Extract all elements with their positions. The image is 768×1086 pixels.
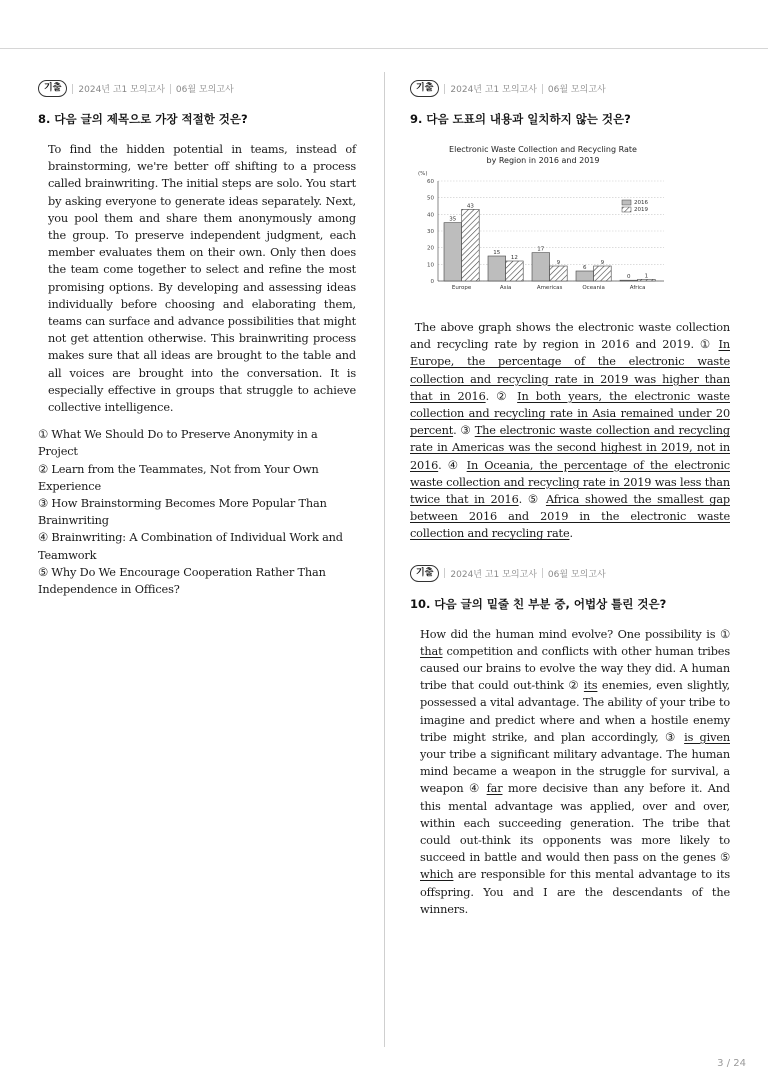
tag-separator — [444, 568, 445, 578]
legend-swatch — [622, 200, 631, 205]
exam-month-label: 06월 모의고사 — [547, 569, 606, 580]
statement-4: In Oceania, the percentage of the electronic waste collection and recycling rate in 2019 was less than twice that in 2016 — [410, 458, 730, 507]
tag-separator — [542, 84, 543, 94]
tag-separator — [444, 84, 445, 94]
passage-text: are responsible for this mental advantage to its offspring. You and I are the descendants of the winners. — [420, 868, 730, 916]
question-9-title: 9. 다음 도표의 내용과 일치하지 않는 것은? — [410, 112, 631, 126]
bar-2019-asia — [506, 261, 524, 281]
y-tick-label: 60 — [427, 179, 434, 185]
passage-text: . ④ — [438, 458, 467, 472]
right-column — [410, 80, 730, 918]
exam-month-label: 06월 모의고사 — [175, 85, 234, 95]
passage-text: The above graph shows the electronic waste collection and recycling rate by region in 2016 and 2019. ① — [410, 321, 730, 352]
left-column — [38, 80, 356, 598]
question-8-passage: To find the hidden potential in teams, instead of brainstorming, we're better off shifting to a process called brainwriting. The initial steps are solo. You start by asking everyone to generate ideas separately. Next, you pool them and share them anonymously among the group. To preserve independent judgment, each member evaluates them on their own. Only then does the team come together to select and refine the most promising options. By developing and assessing ideas individually before choosing and elaborating them, teams can surface and advance possibilities that might not get attention otherwise. This brainwriting process makes sure that all ideas are brought to the table and all voices are brought into the conversation. It is especially effective in groups that struggle to achieve collective intelligence. — [48, 143, 356, 415]
bar-2019-africa — [638, 279, 656, 281]
column-divider — [384, 72, 385, 1047]
y-tick-label: 0 — [430, 279, 434, 285]
data-label: 17 — [537, 246, 545, 253]
chart-svg — [412, 141, 674, 301]
data-label: 35 — [449, 216, 457, 223]
passage-text: . — [569, 527, 573, 541]
exam-year-label: 2024년 고1 모의고사 — [450, 85, 537, 95]
y-tick-label: 40 — [427, 212, 434, 219]
tag-separator — [170, 84, 171, 94]
passage-text: . ② — [485, 389, 518, 403]
y-tick-label: 10 — [427, 262, 434, 269]
x-tick-label: Africa — [629, 285, 646, 291]
bar-2016-americas — [532, 253, 550, 281]
source-badge: 기출 — [410, 80, 439, 97]
statement-3: The electronic waste collection and recycling rate in Americas was the second highest in 2019, not in 2016 — [410, 424, 730, 472]
option-1[interactable]: ① What We Should Do to Preserve Anonymity in a Project — [38, 428, 318, 459]
question-10-passage — [410, 626, 730, 918]
option-2[interactable]: ② Learn from the Teammates, Not from Your Own Experience — [38, 462, 319, 493]
data-label: 6 — [583, 265, 587, 271]
question-9-tag-row — [410, 80, 730, 97]
exam-month-label: 06월 모의고사 — [547, 85, 606, 95]
option-3[interactable]: ③ How Brainstorming Becomes More Popular Than Brainwriting — [38, 497, 327, 528]
y-tick-label: 30 — [427, 229, 434, 235]
question-10-title: 10. 다음 글의 밑줄 친 부분 중, 어법상 틀린 것은? — [410, 596, 667, 611]
chart-subtitle: by Region in 2016 and 2019 — [486, 156, 600, 165]
question-9-passage — [410, 319, 730, 543]
data-label: 12 — [510, 255, 518, 261]
legend-label: 2016 — [634, 200, 648, 206]
underlined-3: is given — [684, 730, 730, 744]
question-8-title: 8. 다음 글의 제목으로 가장 적절한 것은? — [38, 112, 248, 126]
legend-label: 2019 — [634, 207, 648, 213]
header-rule — [0, 48, 768, 49]
bar-2016-oceania — [576, 271, 594, 281]
passage-text: How did the human mind evolve? One possibility is ① — [420, 627, 730, 641]
passage-text: enemies, even slightly, possessed a vital advantage. The ability of your tribe to imagine and predict where and when a hostile enemy tribe might strike, and plan accordingly, ③ — [420, 679, 730, 744]
exam-year-label: 2024년 고1 모의고사 — [450, 569, 537, 580]
tag-separator — [542, 568, 543, 578]
data-label: 43 — [466, 203, 474, 210]
underlined-1: that — [420, 644, 443, 658]
bar-2019-oceania — [594, 266, 612, 281]
data-label: 1 — [644, 273, 649, 280]
x-tick-label: Asia — [499, 285, 512, 291]
underlined-5: which — [420, 868, 454, 882]
bar-2016-africa — [620, 280, 638, 281]
passage-text: competition and conflicts with other human tribes caused our brains to evolve the way they did. A human tribe that could out-think ② — [420, 644, 730, 693]
passage-text: . ③ — [453, 424, 475, 438]
passage-text: . ⑤ — [518, 493, 546, 507]
page-number: 3 / 24 — [717, 1058, 746, 1069]
data-label: 15 — [493, 250, 501, 256]
question-8-options — [38, 426, 356, 598]
tag-separator — [72, 84, 73, 94]
bar-2019-europe — [462, 209, 480, 281]
underlined-2: its — [583, 679, 598, 693]
data-label: 9 — [556, 260, 561, 266]
source-badge: 기출 — [38, 80, 67, 97]
y-tick-label: 20 — [427, 245, 434, 252]
source-badge: 기출 — [410, 565, 439, 582]
statement-5: Africa showed the smallest gap between 2016 and 2019 in the electronic waste collection and recycling rate — [410, 493, 730, 541]
x-tick-label: Americas — [536, 285, 563, 291]
legend-swatch — [622, 207, 631, 212]
option-4[interactable]: ④ Brainwriting: A Combination of Individual Work and Teamwork — [38, 531, 343, 562]
bar-2019-americas — [550, 266, 568, 281]
y-tick-label: 50 — [427, 195, 434, 202]
bar-2016-europe — [444, 223, 462, 281]
data-label: 9 — [600, 260, 605, 266]
passage-text: your tribe a significant military advantage. The human mind became a weapon in the struggle for survival, a weapon ④ — [420, 748, 730, 796]
bar-2016-asia — [488, 256, 506, 281]
exam-year-label: 2024년 고1 모의고사 — [78, 85, 165, 95]
passage-text: more decisive than any before it. And this mental advantage was applied, over and over, within each succeeding generation. The tribe that could out-think its opponents was more likely to succeed in battle and would then pass on the genes ⑤ — [420, 782, 730, 865]
statement-1: In Europe, the percentage of the electronic waste collection and recycling rate in 2019 was higher than that in 2016 — [410, 338, 730, 403]
chart-title: Electronic Waste Collection and Recycling Rate — [449, 145, 637, 154]
x-tick-label: Europe — [451, 285, 472, 291]
underlined-4: far — [486, 782, 503, 796]
data-label: 0 — [627, 274, 631, 281]
y-axis-unit-label: (%) — [418, 171, 428, 177]
ewaste-bar-chart — [412, 141, 730, 305]
question-10-tag-row — [410, 565, 730, 582]
x-tick-label: Oceania — [582, 285, 605, 291]
statement-2: In both years, the electronic waste collection and recycling rate in Asia remained under 20 percent — [410, 389, 730, 438]
option-5[interactable]: ⑤ Why Do We Encourage Cooperation Rather Than Independence in Offices? — [38, 565, 326, 597]
question-8-tag-row — [38, 80, 356, 97]
